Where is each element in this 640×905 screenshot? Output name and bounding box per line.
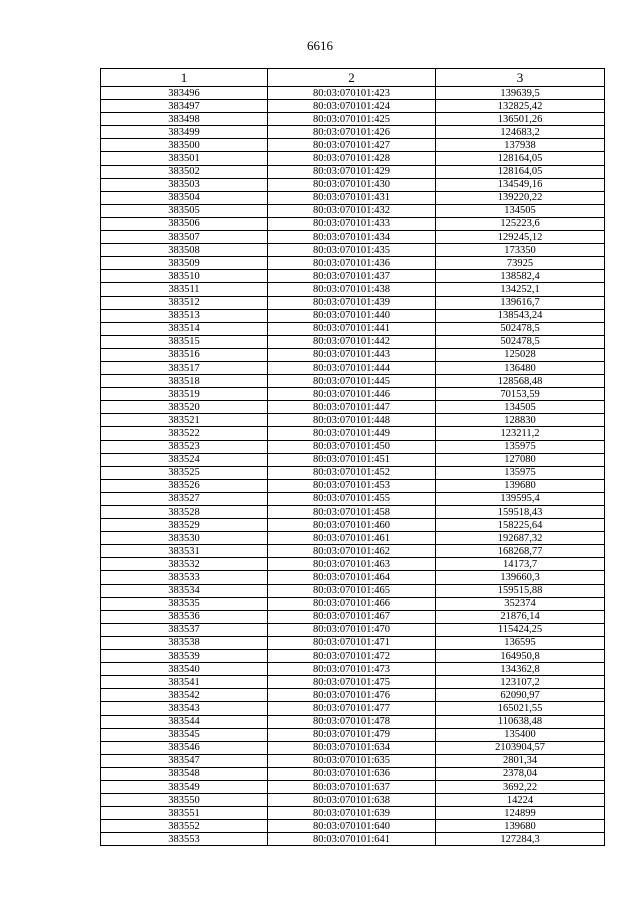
row-number-cell: 383542 — [101, 689, 268, 702]
value-cell: 3692,22 — [436, 780, 605, 793]
cadastral-number-cell: 80:03:070101:637 — [268, 780, 436, 793]
cadastral-number-cell: 80:03:070101:471 — [268, 636, 436, 649]
table-row — [101, 794, 605, 807]
row-number-cell: 383508 — [101, 244, 268, 257]
table-row — [101, 178, 605, 191]
value-cell: 134505 — [436, 204, 605, 217]
value-cell: 136595 — [436, 636, 605, 649]
table-row — [101, 479, 605, 492]
value-cell: 139220,22 — [436, 191, 605, 204]
row-number-cell: 383526 — [101, 479, 268, 492]
cadastral-number-cell: 80:03:070101:470 — [268, 623, 436, 636]
cadastral-number-cell: 80:03:070101:478 — [268, 715, 436, 728]
value-cell: 502478,5 — [436, 322, 605, 335]
table-row — [101, 636, 605, 649]
table-row — [101, 466, 605, 479]
row-number-cell: 383519 — [101, 388, 268, 401]
cadastral-number-cell: 80:03:070101:439 — [268, 296, 436, 309]
cadastral-number-cell: 80:03:070101:460 — [268, 519, 436, 532]
table-row — [101, 741, 605, 754]
row-number-cell: 383532 — [101, 558, 268, 571]
row-number-cell: 383528 — [101, 506, 268, 519]
cadastral-number-cell: 80:03:070101:476 — [268, 689, 436, 702]
value-cell: 73925 — [436, 257, 605, 270]
cadastral-number-cell: 80:03:070101:472 — [268, 650, 436, 663]
table-row — [101, 231, 605, 244]
value-cell: 129245,12 — [436, 231, 605, 244]
row-number-cell: 383525 — [101, 466, 268, 479]
row-number-cell: 383529 — [101, 519, 268, 532]
table-row — [101, 728, 605, 741]
cadastral-number-cell: 80:03:070101:636 — [268, 767, 436, 780]
cadastral-number-cell: 80:03:070101:639 — [268, 807, 436, 820]
table-header — [101, 69, 605, 87]
value-cell: 134505 — [436, 401, 605, 414]
table-row — [101, 597, 605, 610]
value-cell: 124899 — [436, 807, 605, 820]
value-cell: 128568,48 — [436, 375, 605, 388]
column-header-2: 2 — [268, 69, 436, 87]
value-cell: 168268,77 — [436, 545, 605, 558]
row-number-cell: 383534 — [101, 584, 268, 597]
value-cell: 14173,7 — [436, 558, 605, 571]
cadastral-number-cell: 80:03:070101:465 — [268, 584, 436, 597]
value-cell: 2103904,57 — [436, 741, 605, 754]
cadastral-number-cell: 80:03:070101:446 — [268, 388, 436, 401]
table-row — [101, 126, 605, 139]
value-cell: 134252,1 — [436, 283, 605, 296]
row-number-cell: 383530 — [101, 532, 268, 545]
cadastral-number-cell: 80:03:070101:450 — [268, 440, 436, 453]
cadastral-number-cell: 80:03:070101:641 — [268, 833, 436, 846]
cadastral-number-cell: 80:03:070101:435 — [268, 244, 436, 257]
row-number-cell: 383531 — [101, 545, 268, 558]
table-row — [101, 532, 605, 545]
row-number-cell: 383501 — [101, 152, 268, 165]
value-cell: 115424,25 — [436, 623, 605, 636]
cadastral-number-cell: 80:03:070101:438 — [268, 283, 436, 296]
cadastral-number-cell: 80:03:070101:425 — [268, 113, 436, 126]
table-row — [101, 244, 605, 257]
row-number-cell: 383503 — [101, 178, 268, 191]
cadastral-number-cell: 80:03:070101:436 — [268, 257, 436, 270]
header-row — [101, 69, 605, 87]
table-row — [101, 492, 605, 505]
cadastral-number-cell: 80:03:070101:477 — [268, 702, 436, 715]
value-cell: 134549,16 — [436, 178, 605, 191]
cadastral-number-cell: 80:03:070101:463 — [268, 558, 436, 571]
value-cell: 159515,88 — [436, 584, 605, 597]
cadastral-number-cell: 80:03:070101:445 — [268, 375, 436, 388]
value-cell: 139660,3 — [436, 571, 605, 584]
table-row — [101, 100, 605, 113]
table-row — [101, 715, 605, 728]
value-cell: 21876,14 — [436, 610, 605, 623]
row-number-cell: 383513 — [101, 309, 268, 322]
table-row — [101, 348, 605, 361]
cadastral-number-cell: 80:03:070101:455 — [268, 492, 436, 505]
cadastral-number-cell: 80:03:070101:441 — [268, 322, 436, 335]
cadastral-number-cell: 80:03:070101:432 — [268, 204, 436, 217]
cadastral-number-cell: 80:03:070101:430 — [268, 178, 436, 191]
row-number-cell: 383545 — [101, 728, 268, 741]
row-number-cell: 383536 — [101, 610, 268, 623]
table-row — [101, 152, 605, 165]
row-number-cell: 383551 — [101, 807, 268, 820]
row-number-cell: 383504 — [101, 191, 268, 204]
cadastral-number-cell: 80:03:070101:466 — [268, 597, 436, 610]
row-number-cell: 383552 — [101, 820, 268, 833]
value-cell: 164950,8 — [436, 650, 605, 663]
row-number-cell: 383509 — [101, 257, 268, 270]
row-number-cell: 383523 — [101, 440, 268, 453]
table-row — [101, 257, 605, 270]
row-number-cell: 383549 — [101, 780, 268, 793]
table-row — [101, 165, 605, 178]
table-row — [101, 767, 605, 780]
table-row — [101, 322, 605, 335]
column-header-3: 3 — [436, 69, 605, 87]
table-row — [101, 610, 605, 623]
table-row — [101, 702, 605, 715]
cadastral-number-cell: 80:03:070101:447 — [268, 401, 436, 414]
cadastral-number-cell: 80:03:070101:464 — [268, 571, 436, 584]
cadastral-number-cell: 80:03:070101:473 — [268, 663, 436, 676]
table-row — [101, 440, 605, 453]
table-row — [101, 676, 605, 689]
row-number-cell: 383520 — [101, 401, 268, 414]
table-row — [101, 833, 605, 846]
table-row — [101, 113, 605, 126]
row-number-cell: 383497 — [101, 100, 268, 113]
value-cell: 124683,2 — [436, 126, 605, 139]
value-cell: 123107,2 — [436, 676, 605, 689]
value-cell: 139680 — [436, 479, 605, 492]
row-number-cell: 383514 — [101, 322, 268, 335]
value-cell: 192687,32 — [436, 532, 605, 545]
table-row — [101, 217, 605, 230]
value-cell: 139595,4 — [436, 492, 605, 505]
table-row — [101, 663, 605, 676]
table-row — [101, 283, 605, 296]
table-row — [101, 427, 605, 440]
value-cell: 158225,64 — [436, 519, 605, 532]
row-number-cell: 383496 — [101, 87, 268, 100]
table-row — [101, 204, 605, 217]
row-number-cell: 383535 — [101, 597, 268, 610]
row-number-cell: 383518 — [101, 375, 268, 388]
row-number-cell: 383506 — [101, 217, 268, 230]
row-number-cell: 383511 — [101, 283, 268, 296]
column-header-1: 1 — [101, 69, 268, 87]
page-number: 6616 — [307, 38, 333, 53]
row-number-cell: 383522 — [101, 427, 268, 440]
data-table — [100, 68, 605, 846]
cadastral-number-cell: 80:03:070101:461 — [268, 532, 436, 545]
value-cell: 125028 — [436, 348, 605, 361]
cadastral-number-cell: 80:03:070101:428 — [268, 152, 436, 165]
row-number-cell: 383517 — [101, 361, 268, 374]
value-cell: 139639,5 — [436, 87, 605, 100]
cadastral-number-cell: 80:03:070101:479 — [268, 728, 436, 741]
cadastral-number-cell: 80:03:070101:424 — [268, 100, 436, 113]
value-cell: 2378,04 — [436, 767, 605, 780]
row-number-cell: 383524 — [101, 453, 268, 466]
table-row — [101, 807, 605, 820]
row-number-cell: 383515 — [101, 335, 268, 348]
table-row — [101, 375, 605, 388]
value-cell: 2801,34 — [436, 754, 605, 767]
cadastral-number-cell: 80:03:070101:462 — [268, 545, 436, 558]
value-cell: 165021,55 — [436, 702, 605, 715]
value-cell: 136501,26 — [436, 113, 605, 126]
table-row — [101, 191, 605, 204]
row-number-cell: 383538 — [101, 636, 268, 649]
value-cell: 70153,59 — [436, 388, 605, 401]
row-number-cell: 383553 — [101, 833, 268, 846]
row-number-cell: 383502 — [101, 165, 268, 178]
table-row — [101, 780, 605, 793]
table-row — [101, 401, 605, 414]
cadastral-number-cell: 80:03:070101:434 — [268, 231, 436, 244]
row-number-cell: 383505 — [101, 204, 268, 217]
value-cell: 128830 — [436, 414, 605, 427]
table-row — [101, 361, 605, 374]
cadastral-number-cell: 80:03:070101:475 — [268, 676, 436, 689]
value-cell: 125223,6 — [436, 217, 605, 230]
value-cell: 352374 — [436, 597, 605, 610]
row-number-cell: 383507 — [101, 231, 268, 244]
table-row — [101, 519, 605, 532]
table-row — [101, 571, 605, 584]
table-row — [101, 139, 605, 152]
row-number-cell: 383537 — [101, 623, 268, 636]
table-row — [101, 689, 605, 702]
table-row — [101, 296, 605, 309]
cadastral-number-cell: 80:03:070101:451 — [268, 453, 436, 466]
table-row — [101, 754, 605, 767]
row-number-cell: 383544 — [101, 715, 268, 728]
row-number-cell: 383510 — [101, 270, 268, 283]
cadastral-number-cell: 80:03:070101:429 — [268, 165, 436, 178]
value-cell: 127080 — [436, 453, 605, 466]
row-number-cell: 383521 — [101, 414, 268, 427]
value-cell: 173350 — [436, 244, 605, 257]
table-row — [101, 453, 605, 466]
table-row — [101, 87, 605, 100]
row-number-cell: 383540 — [101, 663, 268, 676]
value-cell: 127284,3 — [436, 833, 605, 846]
value-cell: 135975 — [436, 440, 605, 453]
value-cell: 502478,5 — [436, 335, 605, 348]
cadastral-number-cell: 80:03:070101:440 — [268, 309, 436, 322]
value-cell: 128164,05 — [436, 165, 605, 178]
value-cell: 138582,4 — [436, 270, 605, 283]
value-cell: 137938 — [436, 139, 605, 152]
row-number-cell: 383533 — [101, 571, 268, 584]
cadastral-number-cell: 80:03:070101:431 — [268, 191, 436, 204]
table-body — [101, 87, 605, 846]
cadastral-number-cell: 80:03:070101:426 — [268, 126, 436, 139]
cadastral-number-cell: 80:03:070101:458 — [268, 506, 436, 519]
cadastral-number-cell: 80:03:070101:437 — [268, 270, 436, 283]
value-cell: 14224 — [436, 794, 605, 807]
cadastral-number-cell: 80:03:070101:444 — [268, 361, 436, 374]
value-cell: 123211,2 — [436, 427, 605, 440]
table-row — [101, 820, 605, 833]
row-number-cell: 383547 — [101, 754, 268, 767]
cadastral-number-cell: 80:03:070101:448 — [268, 414, 436, 427]
row-number-cell: 383516 — [101, 348, 268, 361]
table-row — [101, 558, 605, 571]
value-cell: 62090,97 — [436, 689, 605, 702]
cadastral-number-cell: 80:03:070101:634 — [268, 741, 436, 754]
cadastral-number-cell: 80:03:070101:452 — [268, 466, 436, 479]
table-row — [101, 506, 605, 519]
value-cell: 128164,05 — [436, 152, 605, 165]
table-row — [101, 309, 605, 322]
cadastral-number-cell: 80:03:070101:427 — [268, 139, 436, 152]
table-row — [101, 388, 605, 401]
table-row — [101, 414, 605, 427]
table-row — [101, 623, 605, 636]
value-cell: 139680 — [436, 820, 605, 833]
row-number-cell: 383543 — [101, 702, 268, 715]
row-number-cell: 383499 — [101, 126, 268, 139]
table-row — [101, 584, 605, 597]
cadastral-number-cell: 80:03:070101:453 — [268, 479, 436, 492]
cadastral-number-cell: 80:03:070101:635 — [268, 754, 436, 767]
table-row — [101, 650, 605, 663]
cadastral-number-cell: 80:03:070101:443 — [268, 348, 436, 361]
cadastral-number-cell: 80:03:070101:640 — [268, 820, 436, 833]
value-cell: 135400 — [436, 728, 605, 741]
row-number-cell: 383500 — [101, 139, 268, 152]
value-cell: 139616,7 — [436, 296, 605, 309]
row-number-cell: 383498 — [101, 113, 268, 126]
table-row — [101, 270, 605, 283]
row-number-cell: 383550 — [101, 794, 268, 807]
cadastral-number-cell: 80:03:070101:442 — [268, 335, 436, 348]
row-number-cell: 383512 — [101, 296, 268, 309]
row-number-cell: 383548 — [101, 767, 268, 780]
cadastral-number-cell: 80:03:070101:467 — [268, 610, 436, 623]
row-number-cell: 383539 — [101, 650, 268, 663]
table-row — [101, 545, 605, 558]
row-number-cell: 383527 — [101, 492, 268, 505]
row-number-cell: 383541 — [101, 676, 268, 689]
cadastral-number-cell: 80:03:070101:449 — [268, 427, 436, 440]
cadastral-number-cell: 80:03:070101:423 — [268, 87, 436, 100]
value-cell: 136480 — [436, 361, 605, 374]
cadastral-number-cell: 80:03:070101:433 — [268, 217, 436, 230]
value-cell: 132825,42 — [436, 100, 605, 113]
value-cell: 135975 — [436, 466, 605, 479]
value-cell: 110638,48 — [436, 715, 605, 728]
row-number-cell: 383546 — [101, 741, 268, 754]
value-cell: 159518,43 — [436, 506, 605, 519]
value-cell: 138543,24 — [436, 309, 605, 322]
cadastral-number-cell: 80:03:070101:638 — [268, 794, 436, 807]
table-row — [101, 335, 605, 348]
value-cell: 134362,8 — [436, 663, 605, 676]
